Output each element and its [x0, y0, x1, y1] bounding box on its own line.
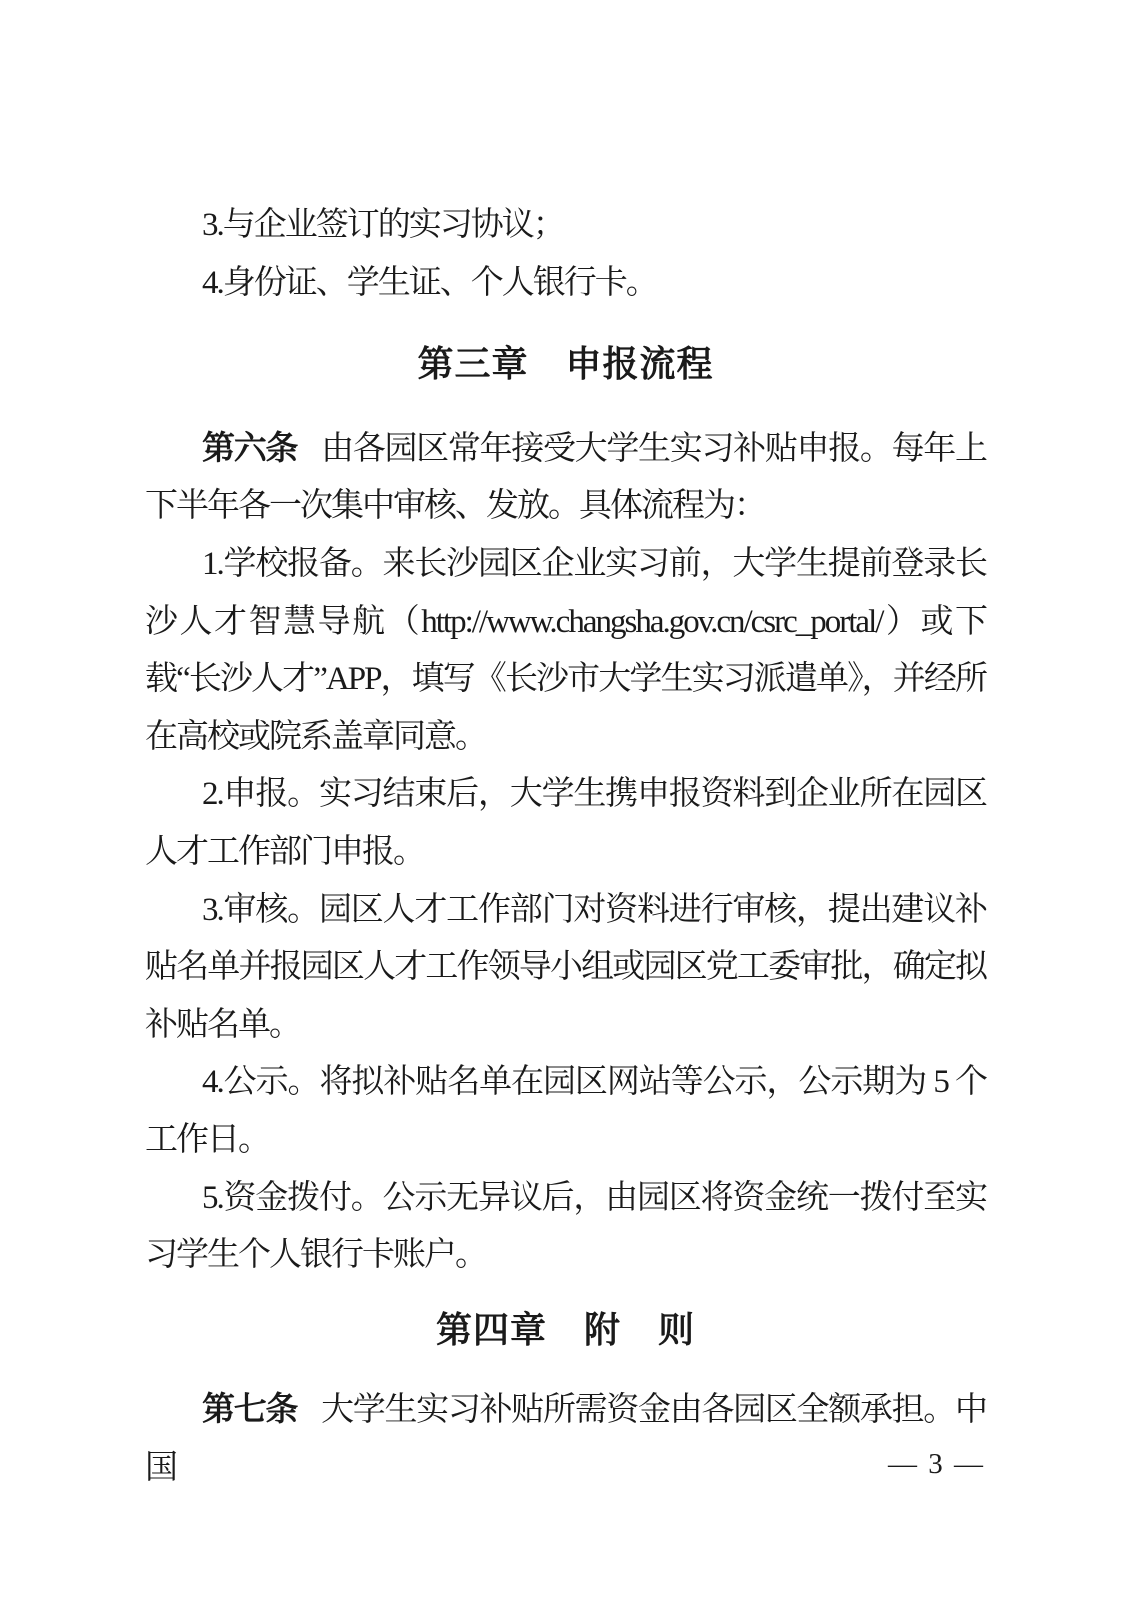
list-item-3: 3.与企业签订的实习协议； [202, 207, 564, 243]
procedure-step-3: 3.审核。园区人才工作部门对资料进行审核，提出建议补贴名单并报园区人才工作领导小组或园区党工委审批，确定拟补贴名单。 [145, 891, 986, 1043]
article-6-label: 第六条 [202, 430, 298, 467]
article-7-text: 大学生实习补贴所需资金由各园区全额承担。中国 [145, 1392, 987, 1486]
article-7-paragraph [145, 1382, 986, 1497]
procedure-step-4: 4.公示。将拟补贴名单在园区网站等公示，公示期为 5 个工作日。 [145, 1064, 986, 1158]
chapter-4-heading: 第四章 附 则 [435, 1308, 695, 1350]
article-6-text: 由各园区常年接受大学生实习补贴申报。每年上下半年各一次集中审核、发放。具体流程为： [145, 430, 987, 525]
page-number: — 3 — [888, 1448, 985, 1480]
document-content [145, 197, 986, 1497]
article-6-paragraph [145, 421, 986, 536]
chapter-3-heading: 第三章 申报流程 [417, 343, 714, 385]
article-7-label: 第七条 [202, 1392, 298, 1429]
procedure-step-1: 1.学校报备。来长沙园区企业实习前，大学生提前登录长沙人才智慧导航（http://www.changsha.gov.cn/csrc_portal/）或下载“长沙人才”APP，填写《长沙市大学生实习派遣单》，并经所在高校或院系盖章同意。 [145, 545, 986, 755]
procedure-step-2: 2.申报。实习结束后，大学生携申报资料到企业所在园区人才工作部门申报。 [145, 776, 986, 870]
list-item-4: 4.身份证、学生证、个人银行卡。 [202, 264, 657, 301]
procedure-step-5: 5.资金拨付。公示无异议后，由园区将资金统一拨付至实习学生个人银行卡账户。 [145, 1179, 986, 1274]
